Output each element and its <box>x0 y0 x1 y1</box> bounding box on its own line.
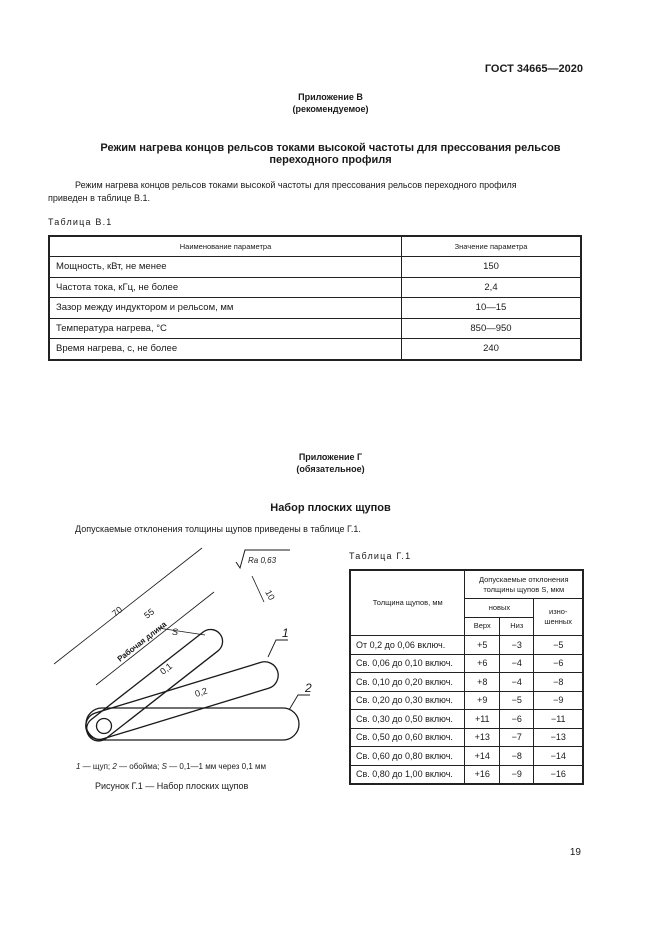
legend-text-2: — обойма; <box>116 762 162 771</box>
table-cell: −13 <box>534 728 583 747</box>
table-cell: Св. 0,06 до 0,10 включ. <box>350 654 465 673</box>
table-row <box>350 710 583 729</box>
appendix-v-title: Приложение В <box>298 92 363 102</box>
table-cell: −8 <box>500 747 534 766</box>
new-header: новых <box>465 599 534 618</box>
figure-caption: Рисунок Г.1 — Набор плоских щупов <box>95 781 249 791</box>
table-cell: −11 <box>534 710 583 729</box>
dimension-70-label: 70 <box>110 604 125 619</box>
table-cell: Св. 0,20 до 0,30 включ. <box>350 691 465 710</box>
table-row <box>49 298 581 319</box>
table-cell: −5 <box>534 636 583 655</box>
callout-1: 1 <box>282 626 289 640</box>
table-cell: 850—950 <box>402 318 582 339</box>
appendix-v-heading-line1: Режим нагрева концов рельсов токами высокой частоты для прессования рельсов <box>100 142 561 154</box>
table-cell: Время нагрева, с, не более <box>49 339 402 360</box>
appendix-v-status: (рекомендуемое) <box>292 104 369 114</box>
table-v1-label: Таблица В.1 <box>48 217 113 227</box>
table-cell: +6 <box>465 654 500 673</box>
dimension-01-label: 0,1 <box>158 660 175 677</box>
table-row <box>350 654 583 673</box>
legend-number-2: 2 <box>112 762 117 771</box>
table-cell: −4 <box>500 654 534 673</box>
table-g1 <box>349 569 584 785</box>
table-cell: Температура нагрева, °С <box>49 318 402 339</box>
worn-header: изно- шенных <box>534 599 583 636</box>
long-probe-shape <box>82 625 228 746</box>
table-cell: 240 <box>402 339 582 360</box>
appendix-v-heading <box>0 142 661 166</box>
figure-legend <box>76 762 266 771</box>
table-cell: −6 <box>500 710 534 729</box>
table-cell: −5 <box>500 691 534 710</box>
table-cell: Св. 0,60 до 0,80 включ. <box>350 747 465 766</box>
appendix-v-text-line1: Режим нагрева концов рельсов токами высокой частоты для прессования рельсов переходного профиля <box>75 180 517 190</box>
table-cell: Св. 0,80 до 1,00 включ. <box>350 765 465 784</box>
table-cell: −6 <box>534 654 583 673</box>
table-cell: −4 <box>500 673 534 692</box>
table-row <box>350 765 583 784</box>
thickness-header: Толщина щупов, мм <box>350 570 465 636</box>
table-row <box>350 691 583 710</box>
deviation-header-line1: Допускаемые отклонения <box>478 574 569 584</box>
table-row <box>49 277 581 298</box>
legend-symbol-s: S <box>161 762 167 771</box>
appendix-g-title: Приложение Г <box>298 452 363 462</box>
upper-header: Верх <box>465 617 500 636</box>
table-cell: Св. 0,50 до 0,60 включ. <box>350 728 465 747</box>
dimension-02-label: 0,2 <box>193 685 209 699</box>
table-cell: +9 <box>465 691 500 710</box>
pivot-circle <box>97 719 112 734</box>
callout-2: 2 <box>305 681 312 695</box>
probe-set-figure <box>40 545 330 765</box>
table-cell: Частота тока, кГц, не более <box>49 277 402 298</box>
table-cell: +11 <box>465 710 500 729</box>
page-number: 19 <box>569 847 581 858</box>
table-cell: Св. 0,30 до 0,50 включ. <box>350 710 465 729</box>
column-header: Значение параметра <box>402 236 582 257</box>
table-cell: −14 <box>534 747 583 766</box>
work-length-label: Рабочая длина <box>115 619 169 664</box>
table-row <box>49 257 581 278</box>
leader-1 <box>268 640 288 657</box>
roughness-label: Ra 0,63 <box>248 556 277 565</box>
column-header: Наименование параметра <box>49 236 402 257</box>
table-cell: 2,4 <box>402 277 582 298</box>
appendix-g-text: Допускаемые отклонения толщины щупов приведены в таблице Г.1. <box>75 524 361 534</box>
table-cell: −16 <box>534 765 583 784</box>
table-cell: +14 <box>465 747 500 766</box>
legend-text-1: — щуп; <box>80 762 113 771</box>
appendix-g-status: (обязательное) <box>296 464 365 474</box>
table-row <box>350 673 583 692</box>
table-header-row <box>350 570 583 599</box>
document-code: ГОСТ 34665—2020 <box>484 63 583 75</box>
table-cell: 150 <box>402 257 582 278</box>
lower-header: Низ <box>500 617 534 636</box>
table-row <box>350 747 583 766</box>
table-cell: −9 <box>534 691 583 710</box>
appendix-v-heading-line2: переходного профиля <box>269 154 392 166</box>
deviation-header-line2: толщины щупов S, мкм <box>483 584 565 594</box>
table-row <box>49 339 581 360</box>
table-row <box>350 636 583 655</box>
table-v1 <box>48 235 582 361</box>
table-cell: −9 <box>500 765 534 784</box>
leader-2 <box>289 695 310 710</box>
table-cell: Св. 0,10 до 0,20 включ. <box>350 673 465 692</box>
dimension-10-label: 10 <box>263 588 277 602</box>
table-cell: Зазор между индуктором и рельсом, мм <box>49 298 402 319</box>
table-cell: 10—15 <box>402 298 582 319</box>
probe-shape <box>82 658 281 742</box>
table-cell: −3 <box>500 636 534 655</box>
dimension-10-line <box>252 576 264 602</box>
table-cell: От 0,2 до 0,06 включ. <box>350 636 465 655</box>
appendix-v-text-line2: приведен в таблице В.1. <box>48 193 151 203</box>
holder-shape <box>86 708 299 740</box>
table-row <box>350 728 583 747</box>
dimension-55-line <box>96 592 214 685</box>
table-cell: −8 <box>534 673 583 692</box>
thickness-s-label: S <box>172 627 179 637</box>
table-g1-label: Таблица Г.1 <box>349 551 412 561</box>
table-row <box>49 318 581 339</box>
table-cell: −7 <box>500 728 534 747</box>
legend-number-1: 1 <box>76 762 81 771</box>
table-cell: Мощность, кВт, не менее <box>49 257 402 278</box>
legend-text-s: — 0,1—1 мм через 0,1 мм <box>166 762 266 771</box>
table-header-row <box>49 236 581 257</box>
table-cell: +13 <box>465 728 500 747</box>
table-cell: +8 <box>465 673 500 692</box>
dimension-55-label: 55 <box>142 606 157 621</box>
appendix-g-heading: Набор плоских щупов <box>270 502 391 514</box>
deviation-header <box>465 570 583 599</box>
table-cell: +16 <box>465 765 500 784</box>
table-cell: +5 <box>465 636 500 655</box>
